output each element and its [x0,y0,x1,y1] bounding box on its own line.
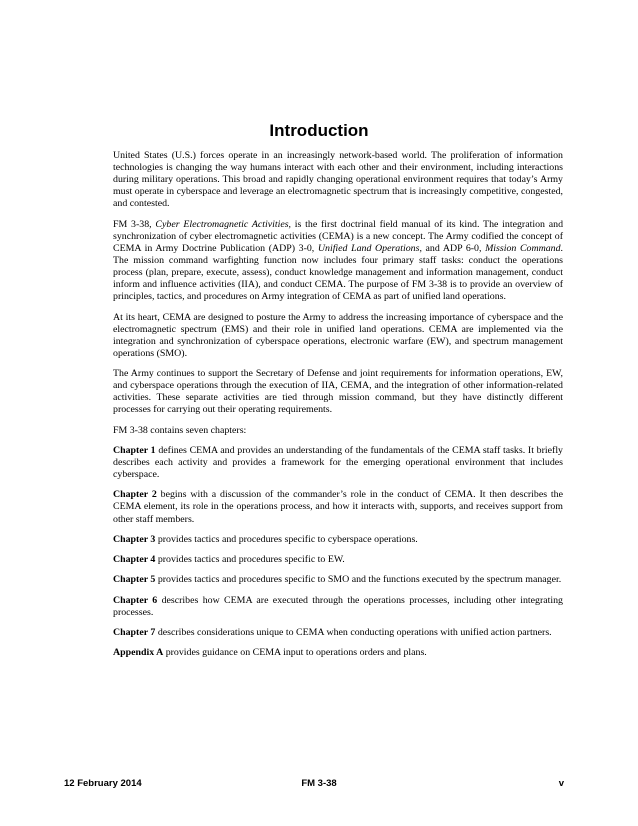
page-title: Introduction [269,121,369,140]
chapter-summary: Appendix A provides guidance on CEMA input to operations orders and plans. [113,647,427,659]
paragraph: FM 3-38 contains seven chapters: [113,424,247,436]
paragraph: The Army continues to support the Secretary of Defense and joint requirements for information operations, EW, and cyberspace operations through the execution of IIA, CEMA, and the integration of other information-related activities. These separate activities are tied through mission command, but they have distinctly different processes for carrying out their operating requirements. [113,368,563,416]
chapter-summary: Chapter 2 begins with a discussion of the commander’s role in the conduct of CEMA. It then describes the CEMA element, its role in the operations process, and how it interacts with, supports, and receives support from other staff members. [113,489,563,525]
chapter-summary: Chapter 7 describes considerations unique to CEMA when conducting operations with unified action partners. [113,627,552,639]
paragraph: At its heart, CEMA are designed to posture the Army to address the increasing importance of cyberspace and the electromagnetic spectrum (EMS) and their role in unified land operations. CEMA are implemented via the integration and synchronization of cyberspace operations, electronic warfare (EW), and spectrum management operations (SMO). [113,311,563,359]
paragraph: FM 3-38, Cyber Electromagnetic Activities, is the first doctrinal field manual of its kind. The integration and synchronization of cyber electromagnetic activities (CEMA) is a new concept. The Army codified the concept of CEMA in Army Doctrine Publication (ADP) 3-0, Unified Land Operations, and ADP 6-0, Mission Command. The mission command warfighting function now includes four primary staff tasks: conduct the operations process (plan, prepare, execute, assess), conduct knowledge management and information management, conduct inform and influence activities (IIA), and conduct CEMA. The purpose of FM 3-38 is to provide an overview of principles, tactics, and procedures on Army integration of CEMA as part of unified land operations. [113,218,564,303]
chapter-summary: Chapter 1 defines CEMA and provides an understanding of the fundamentals of the CEMA staff tasks. It briefly describes each activity and provides a framework for the emerging operational environment that includes cyberspace. [113,444,563,481]
chapter-summary: Chapter 4 provides tactics and procedures specific to EW. [113,554,345,566]
chapter-summary: Chapter 6 describes how CEMA are executed through the operations processes, including other integrating processes. [113,594,563,618]
footer-doc-number: FM 3-38 [301,778,337,789]
chapter-summary: Chapter 3 provides tactics and procedures specific to cyberspace operations. [113,533,418,545]
body-text [113,150,563,659]
footer-date: 12 February 2014 [64,778,142,789]
paragraph: United States (U.S.) forces operate in an increasingly network-based world. The proliferation of information technologies is changing the way humans interact with each other and their environment, including interactions during military operations. This broad and rapidly changing operational environment requires that today’s Army must operate in cyberspace and leverage an electromagnetic spectrum that is increasingly competitive, congested, and contested. [113,150,563,210]
chapter-summary: Chapter 5 provides tactics and procedures specific to SMO and the functions executed by the spectrum manager. [113,574,562,586]
footer-page-number: v [558,778,564,789]
page-footer [0,777,638,791]
